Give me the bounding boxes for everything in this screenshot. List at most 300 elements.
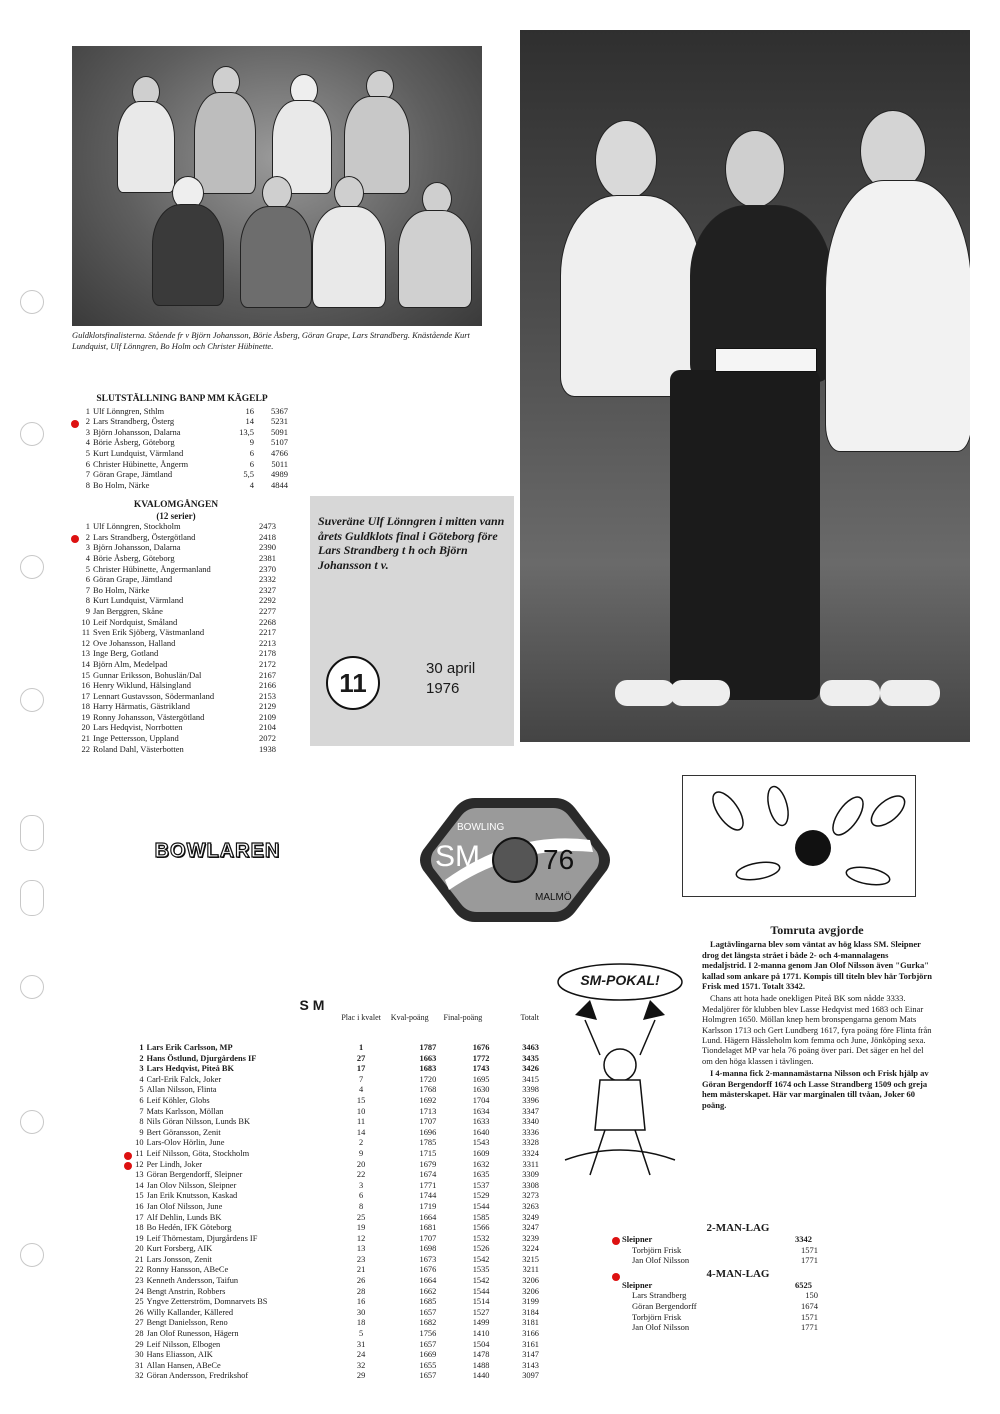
rank: 14: [81, 658, 90, 669]
qualifying-points: 1669: [419, 1350, 437, 1360]
match-points: 6: [249, 458, 254, 469]
player-name: Bert Göransson, Zenit: [146, 1127, 221, 1137]
rank: 1: [85, 405, 90, 416]
rank: 17: [81, 690, 90, 701]
total-points: 3311: [522, 1159, 539, 1169]
rank: 21: [81, 733, 90, 744]
bowling-pins-icon: [683, 776, 915, 896]
table-row: [127, 1213, 539, 1224]
rank: 2: [139, 1053, 144, 1063]
tomruta-lead: Lagtävlingarna blev som väntat av hög klass SM. Sleipner drog det längsta strået i både 2- och 4-mannalagens medaljstrid. I 2-manna genom Jan Olof Nilsson även "Gurka" kallad som ankare på 1771. Kompis till titeln blev här Torbjörn Frisk med 1571. Totalt 3342.: [702, 939, 932, 992]
team-score: 1771: [801, 1322, 818, 1333]
red-mark: [612, 1273, 620, 1281]
qualifying-points: 1768: [419, 1085, 437, 1095]
table-row: [127, 1149, 539, 1160]
rank: 12: [81, 637, 90, 648]
table-row: [76, 553, 276, 564]
rank: 15: [81, 669, 90, 680]
qualifying-place: 27: [356, 1053, 366, 1063]
tomruta-title: Tomruta avgjorde: [770, 923, 864, 937]
player-name: Leif Nordquist, Småland: [93, 616, 178, 627]
final-points: 1585: [472, 1212, 490, 1222]
qualifying-place: 16: [356, 1297, 366, 1307]
player-name: Björn Alm, Medelpad: [93, 658, 168, 669]
rank: 20: [81, 722, 90, 733]
bowlaren-logo-text: BOWLAREN: [154, 839, 281, 862]
final-points: 1532: [472, 1233, 490, 1243]
rank: 5: [85, 447, 90, 458]
player-name: Kurt Lundquist, Värmland: [93, 447, 184, 458]
final-points: 1633: [472, 1117, 490, 1127]
player-name: Gunnar Eriksson, Bohuslän/Dal: [93, 669, 202, 680]
table-row: [127, 1096, 539, 1107]
qualifying-place: 30: [356, 1307, 366, 1317]
player-name: Ulf Lönngren, Sthlm: [93, 405, 165, 416]
table-row: [127, 1128, 539, 1139]
qualifying-place: 32: [356, 1360, 366, 1370]
table-row: [127, 1085, 539, 1096]
red-mark: [612, 1237, 620, 1245]
qualifying-place: 28: [356, 1286, 366, 1296]
score: 2129: [259, 701, 276, 712]
issue-date-line2: 1976: [426, 680, 460, 697]
table-row: [76, 691, 276, 702]
final-points: 1440: [472, 1371, 490, 1381]
table-row: [76, 564, 276, 575]
total-points: 3249: [522, 1212, 539, 1222]
team-member-name: Sleipner: [622, 1279, 653, 1290]
final-points: 1772: [472, 1053, 490, 1063]
team-row: [618, 1255, 818, 1266]
player-name: Christer Hübinette, Ångerm: [93, 458, 189, 469]
pin-points: 4989: [271, 469, 288, 480]
qualifying-place: 12: [356, 1233, 366, 1243]
team-score: 3342: [795, 1234, 812, 1244]
score: 2167: [259, 669, 276, 680]
final-points: 1478: [472, 1350, 490, 1360]
qualifying-points: 1657: [419, 1307, 437, 1317]
score: 2178: [259, 648, 276, 659]
player-name: Sven Erik Sjöberg, Västmanland: [93, 627, 205, 638]
qualifying-place: 20: [356, 1159, 366, 1169]
rank: 7: [85, 584, 90, 595]
tomruta-para3: I 4-manna fick 2-mannamästarna Nilsson och Frisk hjälp av Göran Bergendorff 1674 och Lasse Strandberg 1509 och greja hem mästerskapet. Här var marginalen till tvåan, Joker 60 poäng.: [702, 1068, 929, 1110]
qualifying-place: 14: [356, 1127, 366, 1137]
red-mark: [124, 1152, 132, 1160]
qualifying-points: 1685: [419, 1297, 437, 1307]
rank: 31: [135, 1360, 144, 1370]
table-row: [127, 1223, 539, 1234]
team-member-name: Torbjörn Frisk: [632, 1244, 682, 1255]
qualifying-place: 21: [356, 1265, 366, 1275]
qualifying-place: 4: [358, 1085, 364, 1095]
player-name: Lars Hedqvist, Norrbotten: [93, 722, 183, 733]
pin-points: 5231: [271, 416, 288, 427]
player-name: Christer Hübinette, Ångermanland: [93, 563, 211, 574]
total-points: 3426: [522, 1064, 539, 1074]
score: 2292: [259, 595, 276, 606]
table-row: [76, 427, 288, 438]
sm-results-title: S M: [299, 997, 325, 1013]
total-points: 3166: [522, 1329, 539, 1339]
rank: 2: [85, 531, 90, 542]
rank: 29: [135, 1339, 144, 1349]
rank: 18: [81, 701, 90, 712]
total-points: 3336: [522, 1127, 539, 1137]
match-points: 6: [249, 447, 254, 458]
table-row: [127, 1350, 539, 1361]
cartoon-figure-icon: [545, 960, 695, 1200]
table-row: [127, 1064, 539, 1075]
rank: 19: [135, 1233, 144, 1243]
pin-points: 5107: [271, 437, 288, 448]
score: 2104: [259, 722, 276, 733]
rank: 1: [139, 1043, 144, 1052]
bowling-pins-drawing: [682, 775, 916, 897]
table-row: [76, 416, 288, 427]
total-points: 3199: [522, 1297, 539, 1307]
rank: 32: [135, 1371, 144, 1381]
team-member-name: Lars Strandberg: [632, 1290, 687, 1301]
rank: 8: [139, 1117, 144, 1127]
table-row: [127, 1361, 539, 1372]
player-name: Björn Johansson, Dalarna: [93, 542, 181, 553]
player-name: Nils Göran Nilsson, Lunds BK: [146, 1117, 251, 1127]
header-plac: Plac i kvalet: [341, 1013, 381, 1022]
binder-hole: [20, 975, 44, 999]
match-points: 16: [245, 405, 254, 416]
team-score: 1571: [801, 1244, 818, 1255]
issue-number-badge: [326, 656, 380, 710]
final-points: 1499: [472, 1318, 490, 1328]
rank: 12: [135, 1159, 144, 1169]
total-points: 3273: [522, 1191, 539, 1201]
qualifying-points: 1673: [419, 1254, 437, 1264]
player-name: Allan Nilsson, Flinta: [146, 1085, 217, 1095]
qualifying-points: 1707: [419, 1233, 437, 1243]
rank: 2: [85, 416, 90, 427]
group-photo-caption: Guldklotsfinalisterna. Stående fr v Björn Johansson, Börie Åsberg, Göran Grape, Lars Strandberg. Knästående Kurt Lundquist, Ulf Lönngren, Bo Holm och Christer Hübinette.: [72, 330, 470, 351]
table-row: [127, 1107, 539, 1118]
rank: 8: [85, 595, 90, 606]
table-row: [76, 532, 276, 543]
qualifying-points: 1785: [419, 1138, 437, 1148]
match-points: 9: [249, 437, 254, 448]
match-points: 5,5: [243, 469, 254, 480]
player-name: Mats Karlsson, Möllan: [146, 1106, 224, 1116]
rank: 14: [135, 1180, 144, 1190]
table-row: [76, 469, 288, 480]
qualifying-points: 1664: [419, 1276, 437, 1286]
final-points: 1632: [472, 1159, 490, 1169]
score: 2109: [259, 711, 276, 722]
total-points: 3224: [522, 1244, 539, 1254]
qualifying-points: 1698: [419, 1244, 437, 1254]
table-row: [127, 1371, 539, 1382]
qualifying-place: 17: [356, 1064, 366, 1074]
rank: 11: [81, 627, 90, 638]
binder-hole: [20, 555, 44, 579]
final-points: 1529: [472, 1191, 490, 1201]
total-points: 3239: [522, 1233, 539, 1243]
red-mark: [71, 420, 79, 428]
total-points: 3463: [522, 1043, 539, 1052]
issue-date-line1: 30 april: [426, 660, 476, 677]
qualifying-place: 31: [356, 1339, 366, 1349]
qualifying-place: 29: [356, 1371, 366, 1381]
team-member-name: Jan Olof Nilsson: [632, 1255, 690, 1266]
table-row: [76, 744, 276, 755]
player-name: Bengt Anstrin, Robbers: [146, 1286, 226, 1296]
score: 2473: [259, 521, 276, 532]
qualifying-place: 8: [358, 1201, 364, 1211]
qualifying-points: 1662: [419, 1286, 437, 1296]
final-points: 1676: [472, 1043, 490, 1052]
rank: 20: [135, 1244, 144, 1254]
qualifying-place: 13: [356, 1244, 366, 1254]
rank: 21: [135, 1254, 144, 1264]
score: 1938: [259, 743, 276, 754]
rank: 9: [139, 1127, 144, 1137]
table-row: [76, 638, 276, 649]
qualifying-subtitle: (12 serier): [156, 510, 196, 521]
pin-points: 5091: [271, 426, 288, 437]
quote-text: Suveräne Ulf Lönngren i mitten vann årets Guldklots final i Göteborg före Lars Strandberg t h och Björn Johansson t v.: [318, 514, 505, 572]
tomruta-article: [702, 925, 932, 1110]
player-name: Ove Johansson, Halland: [93, 637, 176, 648]
player-name: Björn Johansson, Dalarna: [93, 426, 181, 437]
score: 2277: [259, 605, 276, 616]
group-photo: [72, 46, 482, 326]
table-row: [127, 1117, 539, 1128]
table-row: [76, 670, 276, 681]
sm76-badge-top: BOWLING: [457, 822, 505, 833]
match-points: 13,5: [239, 426, 254, 437]
player-name: Jan Olov Nilsson, Sleipner: [146, 1180, 237, 1190]
total-points: 3398: [522, 1085, 539, 1095]
sm-results-header: [127, 1013, 539, 1043]
table-row: [127, 1170, 539, 1181]
issue-number: 11: [339, 667, 367, 698]
total-points: 3396: [522, 1095, 539, 1105]
final-points: 1410: [472, 1329, 490, 1339]
total-points: 3206: [522, 1276, 539, 1286]
table-row: [127, 1276, 539, 1287]
qualifying-points: 1720: [419, 1074, 437, 1084]
team-results: [618, 1222, 818, 1333]
total-points: 3328: [522, 1138, 539, 1148]
score: 2072: [259, 733, 276, 744]
player-name: Göran Andersson, Fredrikshof: [146, 1371, 249, 1381]
team-member-name: Torbjörn Frisk: [632, 1311, 682, 1322]
qualifying-points: 1692: [419, 1095, 437, 1105]
player-name: Ronny Hansson, ABeCe: [146, 1265, 229, 1275]
player-name: Per Lindh, Joker: [146, 1159, 203, 1169]
table-row: [127, 1054, 539, 1065]
cartoon-speech-text: SM-POKAL!: [580, 972, 660, 988]
player-name: Roland Dahl, Västerbotten: [93, 743, 184, 754]
rank: 10: [135, 1138, 144, 1148]
team-row: [618, 1312, 818, 1323]
rank: 3: [85, 542, 90, 553]
rank: 15: [135, 1191, 144, 1201]
rank: 22: [135, 1265, 144, 1275]
final-points: 1566: [472, 1223, 490, 1233]
rank: 4: [139, 1074, 144, 1084]
tomruta-para2: Chans att hota hade onekligen Piteå BK som nådde 3333. Medaljörer för klubben blev Lasse Hedqvist med 1683 och Einar Holmgren 1650. Möllan knep hem bronspengarna genom Mats Karlsson 1713 och Gert Lundberg 1617, fyra poäng före Flinta från Lund. Hägern Hässleholm kom femma och June, Jönköping sexa. Tiondelaget MP var hela 76 poäng över pari. Det säger en hel del om den höga klassen i tävlingen.: [702, 993, 932, 1066]
rank: 27: [135, 1318, 144, 1328]
player-name: Leif Nilsson, Göta, Stockholm: [146, 1148, 250, 1158]
binder-hole: [20, 815, 44, 851]
qualifying-place: 2: [358, 1138, 364, 1148]
qualifying-points: 1787: [419, 1043, 437, 1052]
final-points: 1504: [472, 1339, 490, 1349]
team-row: [618, 1301, 818, 1312]
binder-hole: [20, 422, 44, 446]
pin-points: 5011: [271, 458, 288, 469]
qualifying-place: 25: [356, 1212, 366, 1222]
player-name: Lars Erik Carlsson, MP: [146, 1043, 233, 1052]
qualifying-place: 10: [356, 1106, 366, 1116]
total-points: 3415: [522, 1074, 539, 1084]
team-member-name: Göran Bergendorff: [632, 1300, 697, 1311]
winners-photo: [520, 30, 970, 742]
rank: 17: [135, 1212, 144, 1222]
qualifying-title: KVALOMGÅNGEN: [133, 500, 219, 510]
total-points: 3309: [522, 1170, 539, 1180]
final-points: 1640: [472, 1127, 490, 1137]
score: 2370: [259, 563, 276, 574]
player-name: Leif Köhler, Globs: [146, 1095, 210, 1105]
pin-points: 4844: [271, 479, 288, 490]
table-row: [127, 1297, 539, 1308]
rank: 7: [85, 469, 90, 480]
total-points: 3211: [522, 1265, 539, 1275]
score: 2268: [259, 616, 276, 627]
rank: 30: [135, 1350, 144, 1360]
binder-hole: [20, 1243, 44, 1267]
rank: 4: [85, 437, 90, 448]
table-row: [76, 701, 276, 712]
score: 2166: [259, 680, 276, 691]
total-points: 3097: [522, 1371, 539, 1381]
final-points: 1743: [472, 1064, 490, 1074]
final-points: 1704: [472, 1095, 490, 1105]
score: 2172: [259, 658, 276, 669]
qualifying-place: 1: [358, 1043, 364, 1052]
player-name: Alf Dehlin, Lunds BK: [146, 1212, 222, 1222]
player-name: Leif Nilsson, Elbogen: [146, 1339, 221, 1349]
table-row: [76, 627, 276, 638]
final-points: 1695: [472, 1074, 490, 1084]
rank: 24: [135, 1286, 144, 1296]
player-name: Lars Jonsson, Zenit: [146, 1254, 212, 1264]
qualifying-table: [76, 500, 276, 754]
table-row: [76, 521, 276, 532]
table-row: [76, 606, 276, 617]
table-row: [127, 1075, 539, 1086]
player-name: Lars-Olov Hörlin, June: [146, 1138, 225, 1148]
table-row: [76, 406, 288, 417]
binder-hole: [20, 1110, 44, 1134]
qualifying-place: 19: [356, 1223, 366, 1233]
sm76-badge-bottom: MALMÖ: [535, 892, 572, 903]
red-mark: [124, 1162, 132, 1170]
player-name: Göran Grape, Jämtland: [93, 574, 173, 585]
qualifying-points: 1696: [419, 1127, 437, 1137]
qualifying-points: 1744: [419, 1191, 437, 1201]
player-name: Lennart Gustavsson, Södermanland: [93, 690, 215, 701]
final-points: 1609: [472, 1148, 490, 1158]
table-row: [127, 1181, 539, 1192]
final-points: 1527: [472, 1307, 490, 1317]
rank: 23: [135, 1276, 144, 1286]
table-row: [127, 1202, 539, 1213]
total-points: 3161: [522, 1339, 539, 1349]
qualifying-points: 1707: [419, 1117, 437, 1127]
rank: 6: [85, 574, 90, 585]
final-points: 1544: [472, 1201, 490, 1211]
qualifying-points: 1771: [419, 1180, 437, 1190]
qualifying-place: 6: [358, 1191, 364, 1201]
player-name: Harry Härmatis, Gästrikland: [93, 701, 191, 712]
player-name: Hans Eliasson, AIK: [146, 1350, 213, 1360]
team-row: [618, 1290, 818, 1301]
qualifying-points: 1664: [419, 1212, 437, 1222]
total-points: 3215: [522, 1254, 539, 1264]
qualifying-place: 23: [356, 1254, 366, 1264]
final-points: 1526: [472, 1244, 490, 1254]
team-member-name: Jan Olof Nilsson: [632, 1322, 690, 1333]
player-name: Jan Olof Nilsson, June: [146, 1201, 223, 1211]
player-name: Ronny Johansson, Västergötland: [93, 711, 205, 722]
qualifying-points: 1655: [419, 1360, 437, 1370]
team-row: [618, 1245, 818, 1256]
team-row: [618, 1322, 818, 1333]
player-name: Jan Berggren, Skåne: [93, 605, 163, 616]
table-row: [76, 542, 276, 553]
qualifying-points: 1682: [419, 1318, 437, 1328]
sm76-badge-left: SM: [435, 840, 480, 873]
rank: 26: [135, 1307, 144, 1317]
pin-points: 4766: [271, 447, 288, 458]
rank: 19: [81, 711, 90, 722]
final-standings-table: [76, 394, 288, 490]
team-score: 6525: [795, 1279, 812, 1290]
rank: 13: [135, 1170, 144, 1180]
rank: 3: [85, 426, 90, 437]
table-row: [127, 1043, 539, 1054]
table-row: [76, 733, 276, 744]
team-score: 1674: [801, 1300, 818, 1311]
player-name: Börie Åsberg, Göteborg: [93, 437, 175, 448]
header-kval: Kval-poäng: [390, 1013, 429, 1022]
total-points: 3308: [522, 1180, 539, 1190]
sm-results-table: [127, 995, 539, 1382]
rank: 11: [135, 1148, 144, 1158]
table-row: [76, 648, 276, 659]
player-name: Lars Strandberg, Österg: [93, 416, 175, 427]
rank: 25: [135, 1297, 144, 1307]
qualifying-place: 15: [356, 1095, 366, 1105]
qualifying-points: 1719: [419, 1201, 437, 1211]
player-name: Bengt Danielsson, Reno: [146, 1318, 228, 1328]
qualifying-place: 26: [356, 1276, 366, 1286]
player-name: Bo Hedén, IFK Göteborg: [146, 1223, 232, 1233]
table-row: [127, 1265, 539, 1276]
table-row: [127, 1318, 539, 1329]
team-score: 150: [805, 1290, 818, 1301]
